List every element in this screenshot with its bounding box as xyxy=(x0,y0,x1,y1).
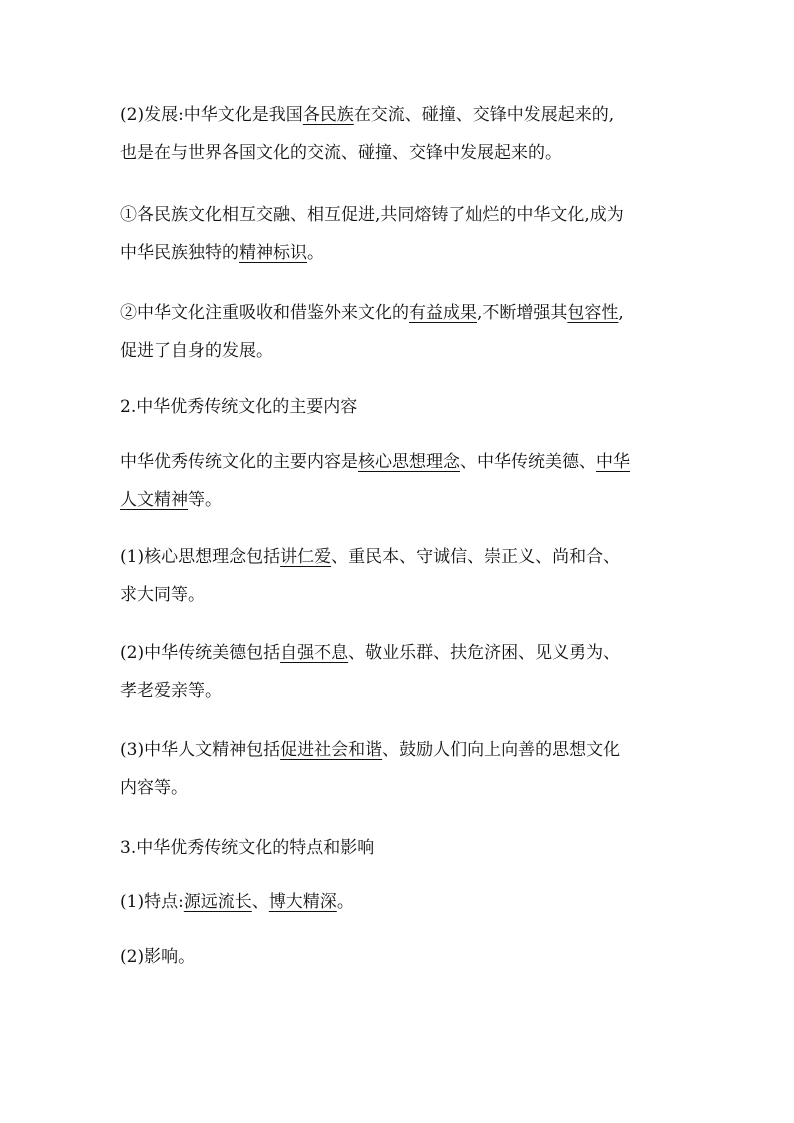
text-line xyxy=(120,938,680,976)
text-segment: 、敬业乐群、扶危济困、见义勇为、 xyxy=(348,643,621,663)
text-segment: 中华民族独特的 xyxy=(120,243,239,263)
text-line xyxy=(120,234,680,272)
underlined-term: 源远流长 xyxy=(183,892,252,912)
text-segment: 促进了自身的发展。 xyxy=(120,341,273,361)
text-segment: 2.中华优秀传统文化的主要内容 xyxy=(120,397,358,417)
text-line xyxy=(120,576,680,614)
text-line xyxy=(120,481,680,519)
text-segment: 中华优秀传统文化的主要内容是 xyxy=(120,452,358,472)
text-segment: 内容等。 xyxy=(120,778,188,798)
text-line xyxy=(120,538,680,576)
text-line xyxy=(120,634,680,672)
underlined-term: 包容性 xyxy=(567,303,619,323)
text-line xyxy=(120,829,680,867)
paragraph-main-content xyxy=(120,443,680,519)
paragraph-core-ideas xyxy=(120,538,680,614)
text-segment: 、 xyxy=(251,892,269,912)
text-line xyxy=(120,134,680,172)
text-segment: 、中华传统美德、 xyxy=(460,452,596,472)
text-segment: 、鼓励人们向上向善的思想文化 xyxy=(382,740,621,760)
text-segment: 在交流、碰撞、交锋中发展起来的, xyxy=(353,105,615,125)
text-line xyxy=(120,332,680,370)
underlined-term: 人文精神 xyxy=(120,490,188,510)
underlined-term: 博大精深 xyxy=(268,892,337,912)
underlined-term: 自强不息 xyxy=(280,643,349,663)
text-segment: 。 xyxy=(307,243,324,263)
text-line xyxy=(120,294,680,332)
heading-features-influence xyxy=(120,829,680,867)
underlined-term: 中华 xyxy=(596,452,630,472)
text-segment: 等。 xyxy=(188,490,222,510)
text-line xyxy=(120,196,680,234)
paragraph-foreign-absorption xyxy=(120,294,680,370)
text-line xyxy=(120,672,680,710)
text-segment: ,不断增强其 xyxy=(477,303,568,323)
text-segment: 、重民本、守诚信、崇正义、尚和合、 xyxy=(331,547,621,567)
underlined-term: 促进社会和谐 xyxy=(280,740,383,760)
text-line xyxy=(120,769,680,807)
underlined-term: 讲仁爱 xyxy=(280,547,332,567)
paragraph-influence xyxy=(120,938,680,976)
text-segment: (2)影响。 xyxy=(120,947,196,967)
text-segment: 求大同等。 xyxy=(120,585,205,605)
text-line xyxy=(120,388,680,426)
text-line xyxy=(120,731,680,769)
text-segment: (2)中华传统美德包括 xyxy=(120,643,281,663)
text-segment: , xyxy=(618,303,624,323)
text-line xyxy=(120,883,680,921)
underlined-term: 核心思想理念 xyxy=(358,452,460,472)
text-segment: (1)特点: xyxy=(120,892,184,912)
paragraph-ethnic-integration xyxy=(120,196,680,272)
text-segment: ①各民族文化相互交融、相互促进,共同熔铸了灿烂的中华文化,成为 xyxy=(120,205,624,225)
text-segment: 。 xyxy=(336,892,354,912)
text-segment: 也是在与世界各国文化的交流、碰撞、交锋中发展起来的。 xyxy=(120,143,562,163)
heading-main-content xyxy=(120,388,680,426)
text-line xyxy=(120,96,680,134)
text-segment: (3)中华人文精神包括 xyxy=(120,740,281,760)
paragraph-features xyxy=(120,883,680,921)
text-segment: ②中华文化注重吸收和借鉴外来文化的 xyxy=(120,303,409,323)
underlined-term: 精神标识 xyxy=(239,243,307,263)
paragraph-traditional-virtues xyxy=(120,634,680,710)
underlined-term: 有益成果 xyxy=(409,303,477,323)
text-segment: (2)发展:中华文化是我国 xyxy=(120,105,303,125)
paragraph-development xyxy=(120,96,680,172)
text-segment: 3.中华优秀传统文化的特点和影响 xyxy=(120,838,375,858)
text-line xyxy=(120,443,680,481)
underlined-term: 各民族 xyxy=(302,105,354,125)
text-segment: (1)核心思想理念包括 xyxy=(120,547,281,567)
text-segment: 孝老爱亲等。 xyxy=(120,681,222,701)
paragraph-humanistic-spirit xyxy=(120,731,680,807)
